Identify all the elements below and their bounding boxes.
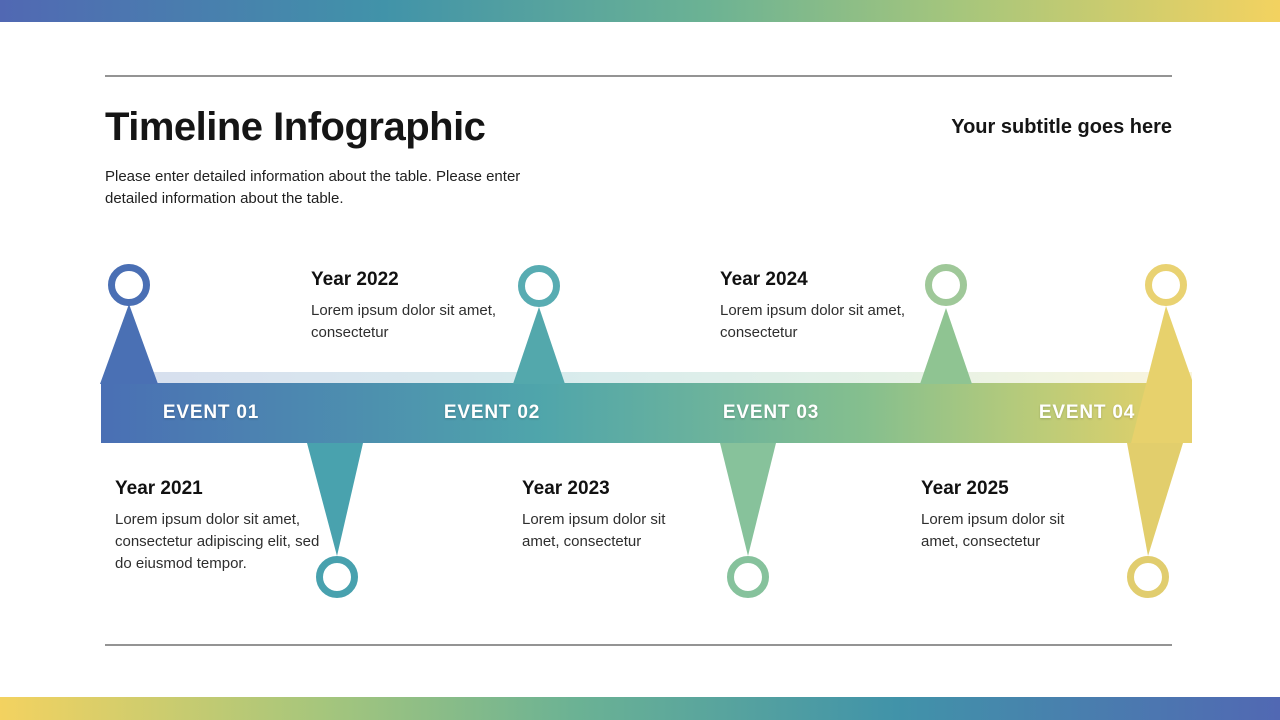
marker-triangle-top-1 <box>100 304 158 384</box>
slide-description: Please enter detailed information about the table. Please enter detailed information about the table. <box>105 168 521 207</box>
milestone-text: Lorem ipsum dolor sit amet, consectetur <box>720 302 906 341</box>
marker-ring-bottom-3 <box>1131 560 1166 595</box>
event-label-4: EVENT 04 <box>1038 402 1136 423</box>
top-accent-gradient <box>0 0 1280 22</box>
slide-subtitle: Your subtitle goes here <box>951 116 1172 138</box>
milestone-year: Year 2021 <box>115 478 203 499</box>
milestone-text: Lorem ipsum dolor sit amet, consectetur <box>522 511 666 550</box>
timeline-band-highlight <box>150 372 1192 383</box>
milestone-2021 <box>115 477 327 575</box>
milestone-2025 <box>921 477 1093 553</box>
marker-ring-bottom-2 <box>731 560 766 595</box>
bottom-accent-bar <box>0 697 1280 720</box>
page-title: Timeline Infographic <box>105 105 486 149</box>
event-label-2: EVENT 02 <box>443 402 541 423</box>
milestone-2023 <box>522 477 694 553</box>
milestone-text: Lorem ipsum dolor sit amet, consectetur <box>311 302 497 341</box>
milestone-year: Year 2024 <box>720 269 808 290</box>
milestone-2022 <box>311 268 529 344</box>
marker-triangle-bottom-2 <box>720 443 776 556</box>
top-accent-bar <box>0 0 1280 22</box>
divider-bottom <box>105 644 1172 646</box>
milestone-text: Lorem ipsum dolor sit amet, consectetur <box>921 511 1065 550</box>
marker-triangle-bottom-3 <box>1127 443 1183 556</box>
milestone-2024 <box>720 268 938 344</box>
marker-ring-top-4 <box>1149 268 1184 303</box>
milestone-year: Year 2025 <box>921 478 1009 499</box>
event-label-3: EVENT 03 <box>722 402 820 423</box>
milestone-year: Year 2023 <box>522 478 610 499</box>
marker-ring-top-1 <box>112 268 147 303</box>
divider-top <box>105 75 1172 77</box>
milestone-year: Year 2022 <box>311 269 399 290</box>
event-label-1: EVENT 01 <box>162 402 260 423</box>
milestone-text: Lorem ipsum dolor sit amet, consectetur adipiscing elit, sed do eiusmod tempor. <box>115 511 320 572</box>
bottom-accent-gradient <box>0 697 1280 720</box>
